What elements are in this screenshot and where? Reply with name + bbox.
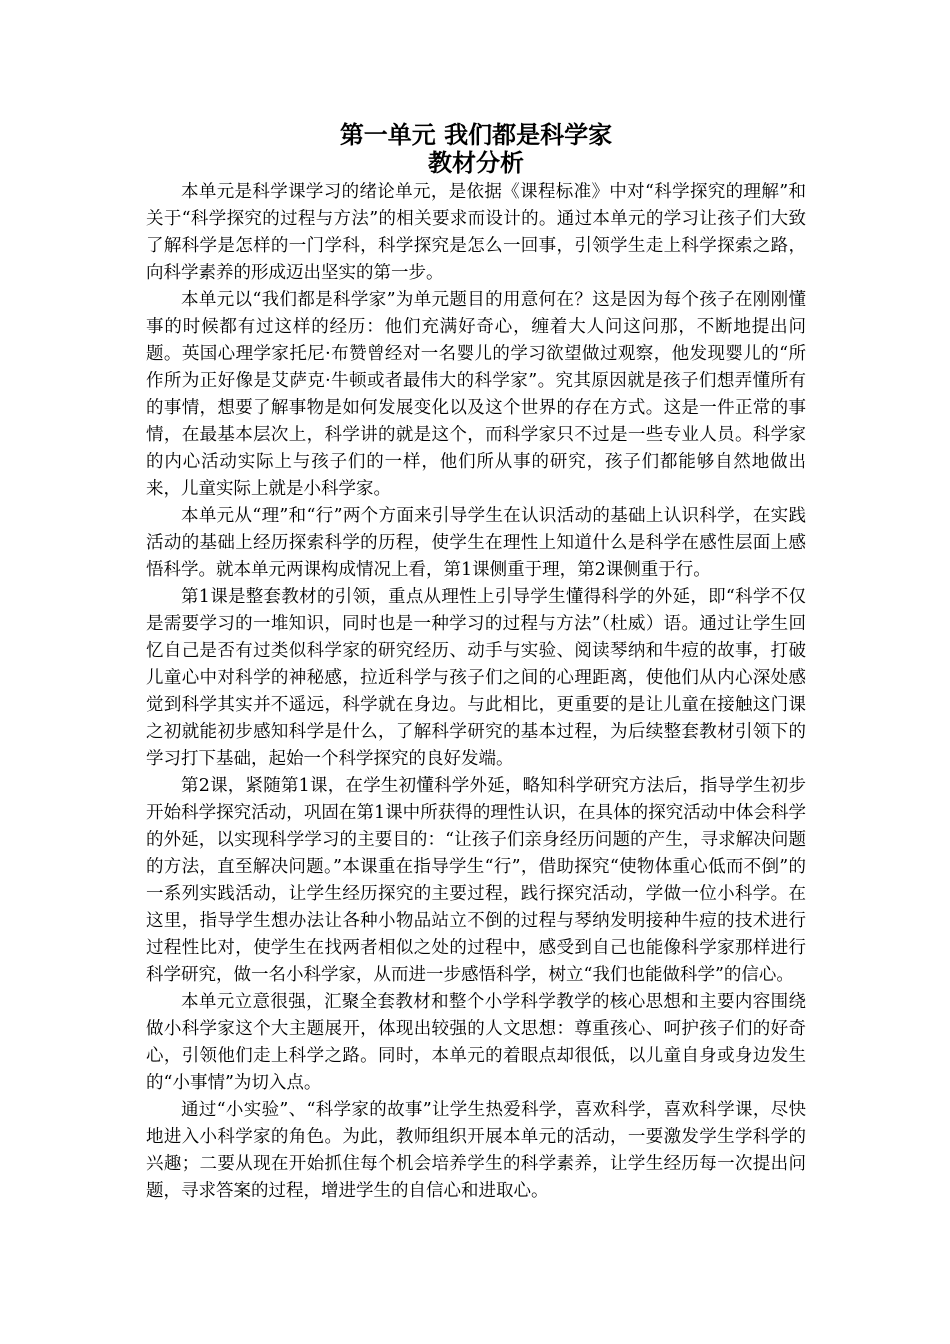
- paragraph-4: 第1课是整套教材的引领，重点从理性上引导学生懂得科学的外延，即“科学不仅是需要学习的一堆知识，同时也是一种学习的过程与方法”（杜威）语。通过让学生回忆自己是否有过类似科学家的研究经历、动手与实验、阅读琴纳和牛痘的故事，打破儿童心中对科学的神秘感，拉近科学与孩子们之间的心理距离，使他们从内心深处感觉到科学其实并不遥远，科学就在身边。与此相比，更重要的是让儿童在接触这门课之初就能初步感知科学是什么，了解科学研究的基本过程，为后续整套教材引领下的学习打下基础，起始一个科学探究的良好发端。: [146, 587, 806, 769]
- paragraph-3: 本单元从“理”和“行”两个方面来引导学生在认识活动的基础上认识科学，在实践活动的基础上经历探索科学的历程，使学生在理性上知道什么是科学在感性层面上感悟科学。就本单元两课构成情况上看，第1课侧重于理，第2课侧重于行。: [146, 506, 806, 580]
- paragraph-7: 通过“小实验”、“科学家的故事”让学生热爱科学，喜欢科学，喜欢科学课，尽快地进入小科学家的角色。为此，教师组织开展本单元的活动，一要激发学生学科学的兴趣；二要从现在开始抓住每个机会培养学生的科学素养，让学生经历每一次提出问题，寻求答案的过程，增进学生的自信心和进取心。: [146, 1100, 806, 1201]
- paragraph-6: 本单元立意很强，汇聚全套教材和整个小学科学教学的核心思想和主要内容围绕做小科学家这个大主题展开，体现出较强的人文思想：尊重孩心、呵护孩子们的好奇心，引领他们走上科学之路。同时，本单元的着眼点却很低，以儿童自身或身边发生的“小事情”为切入点。: [146, 992, 806, 1093]
- paragraph-1: 本单元是科学课学习的绪论单元，是依据《课程标准》中对“科学探究的理解”和关于“科学探究的过程与方法”的相关要求而设计的。通过本单元的学习让孩子们大致了解科学是怎样的一门学科，科学探究是怎么一回事，引领学生走上科学探索之路，向科学素养的形成迈出坚实的第一步。: [146, 182, 806, 283]
- section-subtitle: 教材分析: [428, 148, 524, 177]
- paragraph-5: 第2课，紧随第1课，在学生初懂科学外延，略知科学研究方法后，指导学生初步开始科学探究活动，巩固在第1课中所获得的理性认识，在具体的探究活动中体会科学的外延，以实现科学学习的主要目的：“让孩子们亲身经历问题的产生，寻求解决问题的方法，直至解决问题。”本课重在指导学生“行”，借助探究“使物体重心低而不倒”的一系列实践活动，让学生经历探究的主要过程，践行探究活动，学做一位小科学。在这里，指导学生想办法让各种小物品站立不倒的过程与琴纳发明接种牛痘的技术进行过程性比对，使学生在找两者相似之处的过程中，感受到自己也能像科学家那样进行科学研究，做一名小科学家，从而进一步感悟科学，树立“我们也能做科学”的信心。: [146, 776, 806, 985]
- paragraph-2: 本单元以“我们都是科学家”为单元题目的用意何在？这是因为每个孩子在刚刚懂事的时候都有过这样的经历：他们充满好奇心，缠着大人问这问那，不断地提出问题。英国心理学家托尼·布赞曾经对一名婴儿的学习欲望做过观察，他发现婴儿的“所作所为正好像是艾萨克·牛顿或者最伟大的科学家”。究其原因就是孩子们想弄懂所有的事情，想要了解事物是如何发展变化以及这个世界的存在方式。这是一件正常的事情，在最基本层次上，科学讲的就是这个，而科学家只不过是一些专业人员。科学家的内心活动实际上与孩子们的一样，他们所从事的研究，孩子们都能够自然地做出来，儿童实际上就是小科学家。: [146, 290, 806, 499]
- document-body: [146, 120, 806, 1205]
- unit-title: 第一单元 我们都是科学家: [339, 120, 613, 149]
